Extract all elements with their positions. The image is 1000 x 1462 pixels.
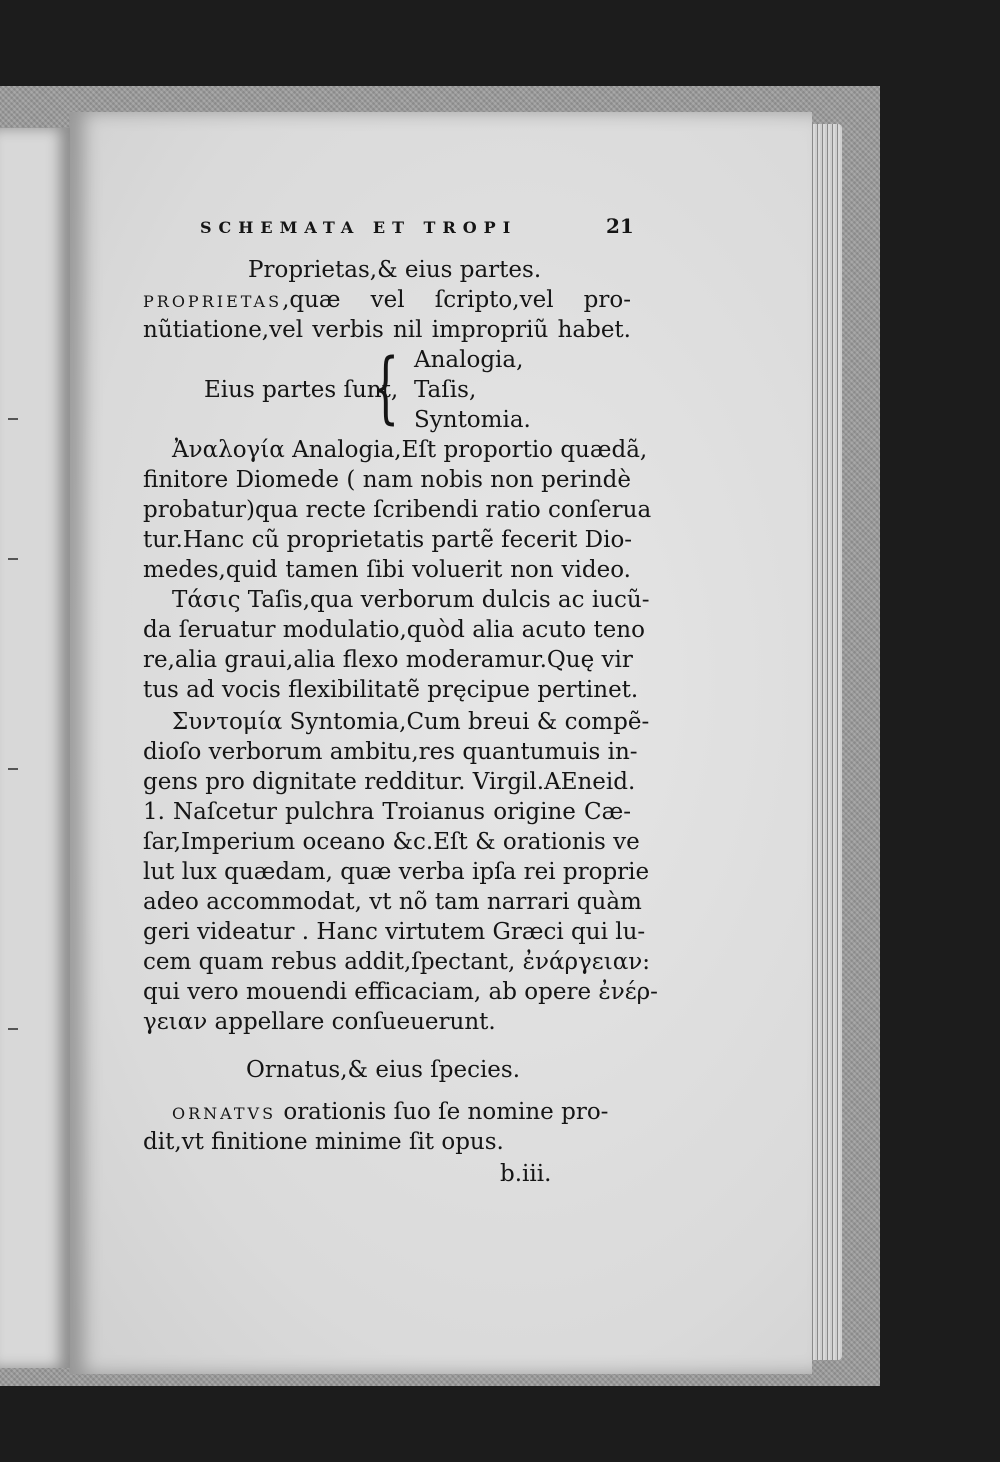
analogia-line: finitore Diomede ( nam nobis non perindè <box>143 467 631 493</box>
ornatus-line-2: dit,vt finitione minime ſit opus. <box>143 1129 504 1155</box>
analogia-line: Ἀναλογία Analogia,Eſt proportio quædã, <box>172 437 648 463</box>
syntomia-line: γειαν appellare conſueuerunt. <box>143 1009 496 1035</box>
syntomia-line: 1. Naſcetur pulchra Troianus origine Cæ- <box>143 799 631 825</box>
analogia-line: probatur)qua recte ſcribendi ratio conſerua <box>143 497 652 523</box>
tasis-line: Τάσις Taſis,qua verborum dulcis ac iucũ- <box>172 587 650 613</box>
lead-word: ORNATVS <box>172 1104 277 1123</box>
syntomia-line: adeo accommodat, vt nõ tam narrari quàm <box>143 889 642 915</box>
section-heading-ornatus: Ornatus,& eius ſpecies. <box>246 1057 521 1083</box>
proprietas-line-2: nũtiatione,vel verbis nil impropriũ habet. <box>143 317 631 343</box>
proprietas-line-1: PROPRIETAS,quæ vel ſcripto,vel pro- <box>143 287 631 313</box>
partes-item: Analogia, <box>414 347 524 373</box>
partes-item: Taſis, <box>414 377 477 403</box>
curly-brace: { <box>372 343 400 433</box>
syntomia-line: qui vero mouendi efficaciam, ab opere ἐνέρ- <box>143 979 658 1005</box>
ornatus-line-1: ORNATVS orationis ſuo ſe nomine pro- <box>172 1099 609 1125</box>
syntomia-line: ſar,Imperium oceano &c.Eſt & orationis ve <box>143 829 640 855</box>
syntomia-line: lut lux quædam, quæ verba ipſa rei proprie <box>143 859 650 885</box>
tasis-line: da ſeruatur modulatio,quòd alia acuto teno <box>143 617 645 643</box>
page-number: 21 <box>606 214 634 238</box>
syntomia-line: Συντομία Syntomia,Cum breui & compẽ- <box>172 709 650 735</box>
tasis-line: re,alia graui,alia flexo moderamur.Quę vir <box>143 647 633 673</box>
syntomia-line: geri videatur . Hanc virtutem Græci qui lu- <box>143 919 646 945</box>
syntomia-line: gens pro dignitate redditur. Virgil.AEneid. <box>143 769 636 795</box>
partes-item: Syntomia. <box>414 407 531 433</box>
section-heading-proprietas: Proprietas,& eius partes. <box>248 257 542 283</box>
tasis-line: tus ad vocis flexibilitatẽ pręcipue pertinet. <box>143 677 639 703</box>
syntomia-line: cem quam rebus addit,ſpectant, ἐνάργειαν: <box>143 949 650 975</box>
lead-word: PROPRIETAS <box>143 292 283 311</box>
partes-label: Eius partes ſunt, <box>204 377 399 403</box>
syntomia-line: dioſo verborum ambitu,res quantumuis in- <box>143 739 638 765</box>
analogia-line: medes,quid tamen ſibi voluerit non video. <box>143 557 631 583</box>
running-title: SCHEMATA ET TROPI <box>200 218 518 237</box>
signature-mark: b.iii. <box>500 1161 552 1187</box>
analogia-line: tur.Hanc cũ proprietatis partẽ fecerit Dio- <box>143 527 633 553</box>
